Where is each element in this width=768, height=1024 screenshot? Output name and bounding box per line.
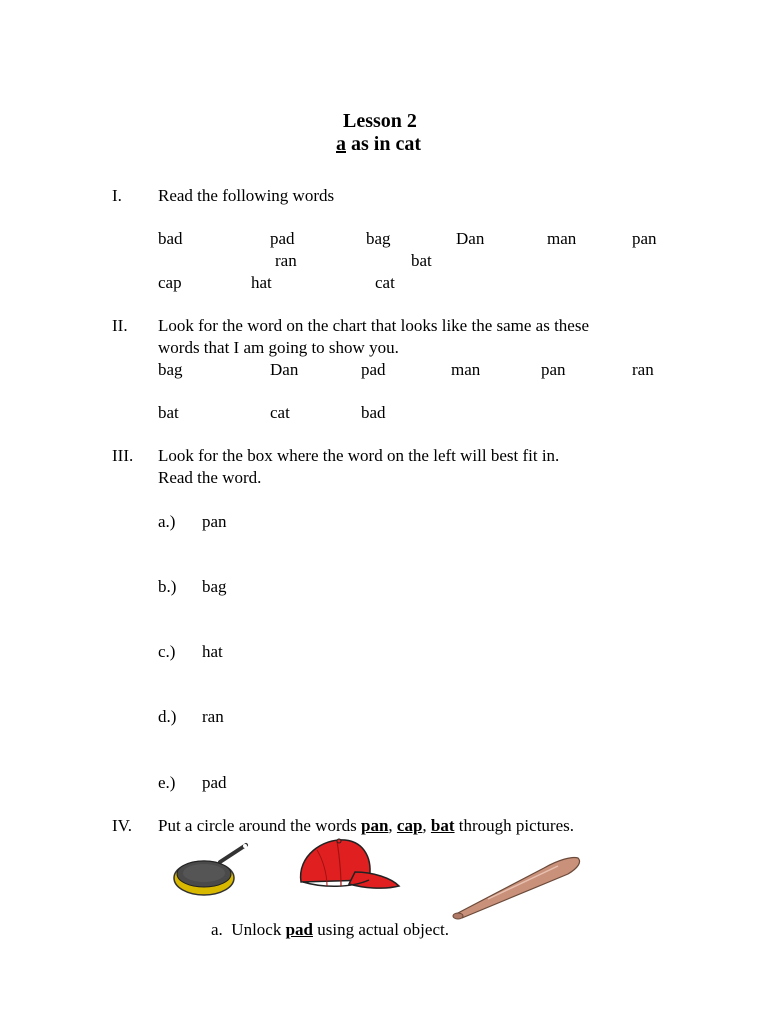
- subitem-label: a.: [211, 920, 223, 939]
- section-3-instruction-line2: Read the word.: [158, 468, 262, 487]
- target-word-bat: bat: [430, 816, 455, 835]
- word: bat: [411, 251, 432, 270]
- word: ran: [632, 360, 654, 379]
- target-word-cap: cap: [396, 816, 423, 835]
- baseball-bat-icon: [448, 852, 588, 922]
- word: bag: [366, 229, 391, 248]
- item-word: hat: [202, 642, 223, 661]
- word: pad: [270, 229, 295, 248]
- instruction-text: through pictures.: [454, 816, 574, 835]
- word: ran: [275, 251, 297, 270]
- lesson-title: Lesson 2: [343, 110, 417, 132]
- word: hat: [251, 273, 272, 292]
- section-1-instruction: Read the following words: [158, 186, 335, 205]
- target-word-pad: pad: [285, 920, 314, 939]
- subitem-text: using actual object.: [313, 920, 449, 939]
- frying-pan-icon: [170, 840, 250, 900]
- separator: ,: [422, 816, 431, 835]
- word: man: [547, 229, 577, 248]
- item-word: pad: [202, 773, 227, 792]
- word: cat: [375, 273, 395, 292]
- word: Dan: [270, 360, 299, 379]
- word: bat: [158, 403, 179, 422]
- separator: ,: [388, 816, 397, 835]
- word: cap: [158, 273, 182, 292]
- section-3-number: III.: [112, 446, 134, 465]
- target-word-pan: pan: [361, 816, 389, 835]
- lesson-subtitle: [336, 133, 421, 156]
- word: bad: [158, 229, 183, 248]
- section-4-number: IV.: [112, 816, 132, 835]
- instruction-text: Put a circle around the words: [158, 816, 361, 835]
- red-cap-icon: [293, 836, 403, 896]
- item-label: a.): [158, 512, 176, 531]
- subitem-text: Unlock: [231, 920, 286, 939]
- word: pan: [541, 360, 566, 379]
- item-word: pan: [202, 512, 227, 531]
- item-label: e.): [158, 773, 176, 792]
- item-word: bag: [202, 577, 227, 596]
- word: Dan: [456, 229, 485, 248]
- target-letter: a: [336, 133, 346, 155]
- word: bag: [158, 360, 183, 379]
- section-2-instruction-line1: Look for the word on the chart that looks like the same as these: [158, 316, 590, 335]
- section-4-subitem: [211, 920, 449, 940]
- word: man: [451, 360, 481, 379]
- word: cat: [270, 403, 290, 422]
- section-2-instruction-line2: words that I am going to show you.: [158, 338, 399, 357]
- section-4-instruction: [158, 816, 574, 836]
- item-label: c.): [158, 642, 176, 661]
- section-3-instruction-line1: Look for the box where the word on the left will best fit in.: [158, 446, 560, 465]
- section-2-number: II.: [112, 316, 128, 335]
- section-1-number: I.: [112, 186, 122, 205]
- word: bad: [361, 403, 386, 422]
- item-label: b.): [158, 577, 177, 596]
- word: pad: [361, 360, 386, 379]
- item-label: d.): [158, 707, 177, 726]
- word: pan: [632, 229, 657, 248]
- item-word: ran: [202, 707, 224, 726]
- subtitle-text: as in cat: [351, 133, 421, 155]
